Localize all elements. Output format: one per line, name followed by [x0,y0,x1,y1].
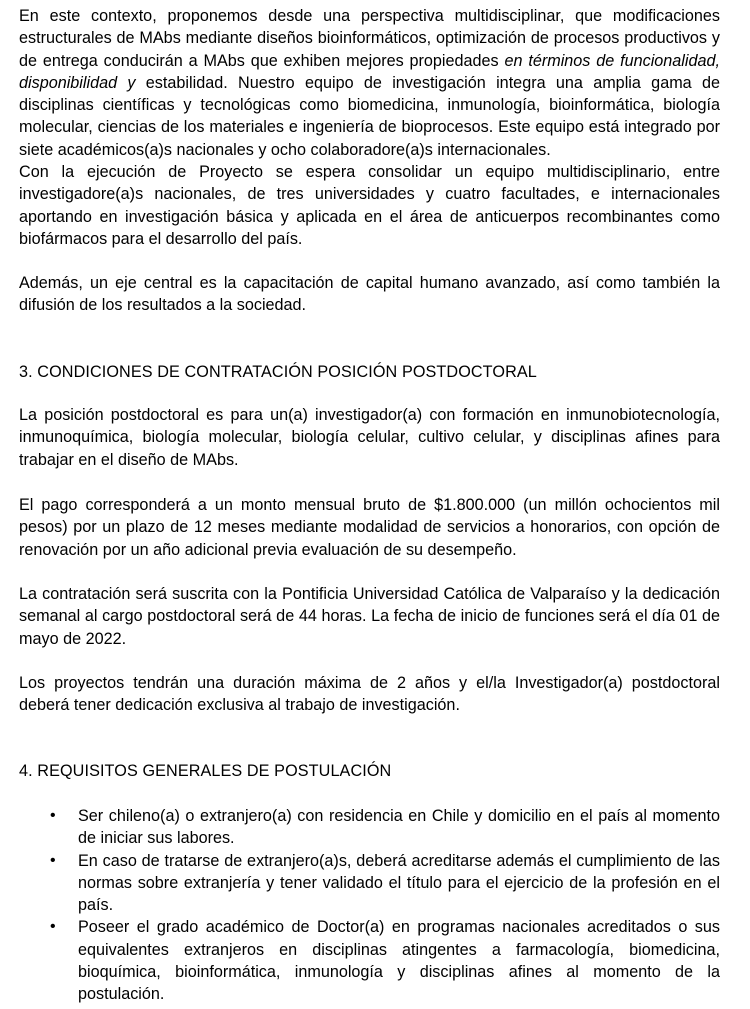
bullet-icon: • [50,807,56,824]
list-item-text: En caso de tratarse de extranjero(a)s, deberá acreditarse además el cumplimiento de las normas sobre extranjería y tener validado el título para el ejercicio de la profesión en el país. [78,851,720,915]
intro-paragraph-1-text-b: estabilidad. Nuestro equipo de investigación integra una amplia gama de disciplinas científicas y tecnológicas como biomedicina, inmunología, bioinformática, biología molecular, ciencias de los materiales e ingeniería de bioprocesos. Este equipo está integrado por siete académicos(a)s nacionales y ocho colaboradore(a)s internacionales. [19,73,720,159]
requirements-list [19,805,720,1006]
intro-paragraph-1 [19,5,720,161]
list-item [19,805,720,850]
intro-paragraph-1-italic: en términos de funcionalidad, disponibilidad y [19,51,721,92]
section-3-paragraph-3: La contratación será suscrita con la Pontificia Universidad Católica de Valparaíso y la dedicación semanal al cargo postdoctoral será de 44 horas. La fecha de inicio de funciones será el día 01 de mayo de 2022. [19,585,720,648]
list-item [19,850,720,917]
section-3-heading: 3. CONDICIONES DE CONTRATACIÓN POSICIÓN POSTDOCTORAL [19,363,537,381]
section-4-heading: 4. REQUISITOS GENERALES DE POSTULACIÓN [19,762,392,780]
bullet-icon: • [50,851,56,869]
intro-paragraph-1-text-a: En este contexto, proponemos desde una perspectiva multidisciplinar, que modificaciones estructurales de MAbs mediante diseños bioinformáticos, optimización de procesos productivos y de entrega conducirán a MAbs que exhiben mejores propiedades [19,7,720,70]
intro-paragraph-3: Además, un eje central es la capacitación de capital humano avanzado, así como también la difusión de los resultados a la sociedad. [19,274,720,315]
section-3-paragraph-2: El pago corresponderá a un monto mensual bruto de $1.800.000 (un millón ochocientos mil pesos) por un plazo de 12 meses mediante modalidad de servicios a honorarios, con opción de renovación por un año adicional previa evaluación de su desempeño. [19,496,720,559]
intro-paragraph-2: Con la ejecución de Proyecto se espera consolidar un equipo multidisciplinario, entre investigadore(a)s nacionales, de tres universidades y cuatro facultades, e internacionales aportando en investigación básica y aplicada en el área de anticuerpos recombinantes como biofármacos para el desarrollo del país. [19,163,720,248]
list-item [19,916,720,1005]
list-item-text: Poseer el grado académico de Doctor(a) en programas nacionales acreditados o sus equivalentes extranjeros en disciplinas atingentes a farmacología, biomedicina, bioquímica, bioinformática, inmunología y disciplinas afines al momento de la postulación. [78,918,720,1004]
bullet-icon: • [50,918,56,936]
section-3-paragraph-4: Los proyectos tendrán una duración máxima de 2 años y el/la Investigador(a) postdoctoral deberá tener dedicación exclusiva al trabajo de investigación. [19,674,720,715]
list-item-text: Ser chileno(a) o extranjero(a) con residencia en Chile y domicilio en el país al momento de iniciar sus labores. [78,807,720,848]
section-3-paragraph-1: La posición postdoctoral es para un(a) investigador(a) con formación en inmunobiotecnología, inmunoquímica, biología molecular, biología celular, cultivo celular, y disciplinas afines para trabajar en el diseño de MAbs. [19,406,720,469]
